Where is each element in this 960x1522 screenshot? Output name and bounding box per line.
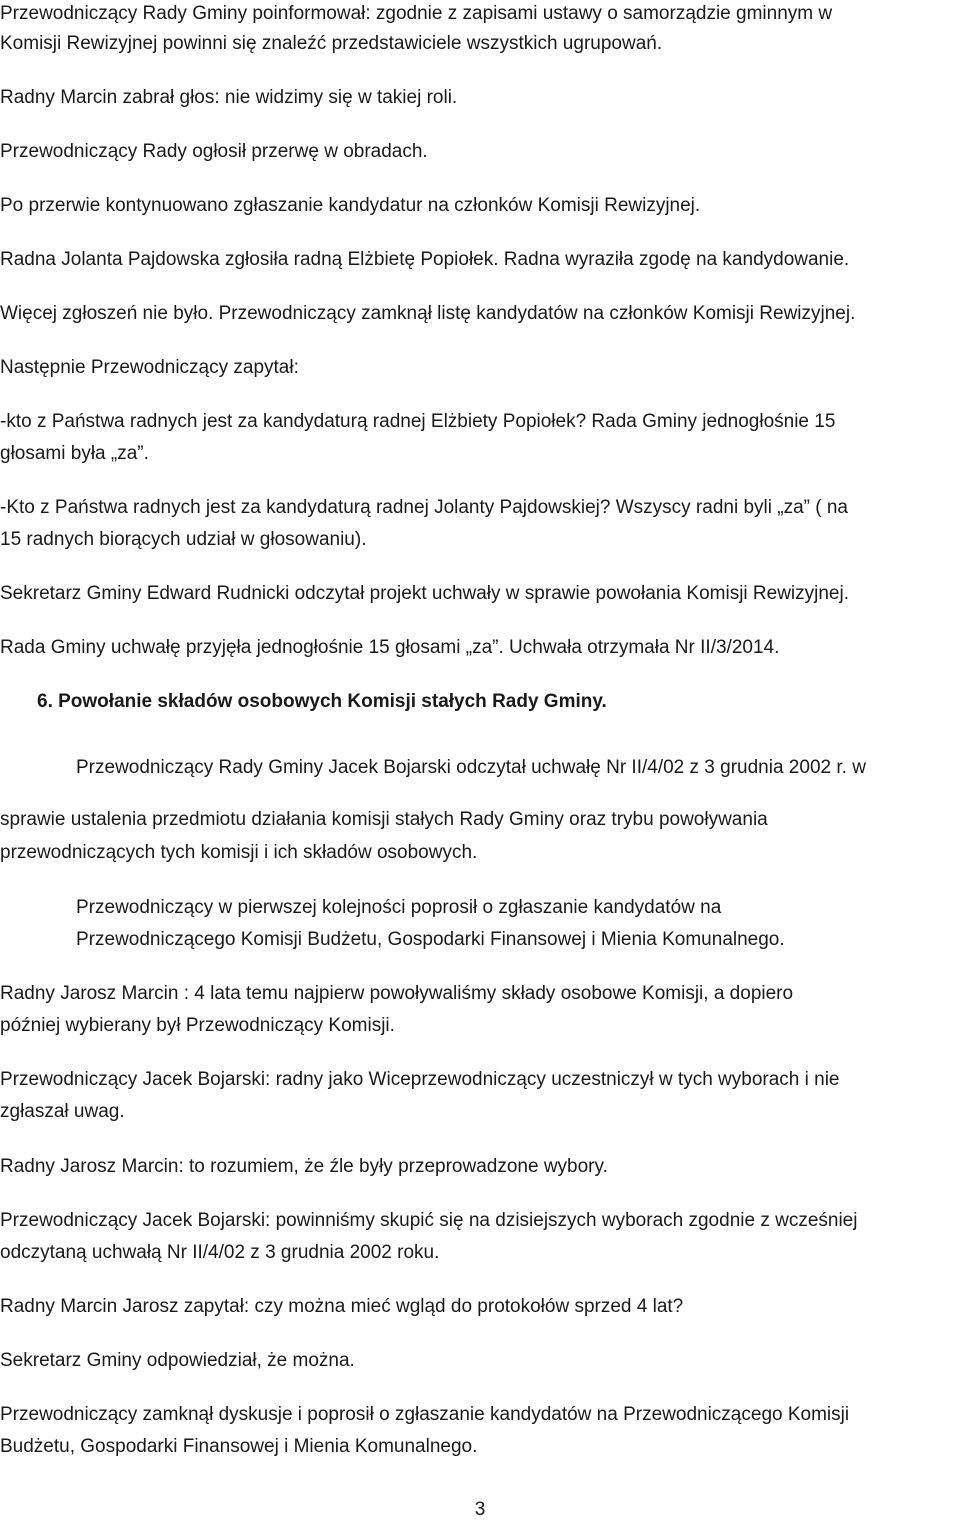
text-line: przewodniczących tych komisji i ich składów osobowych. [0,842,478,863]
text-line: Następnie Przewodniczący zapytał: [0,357,299,378]
text-line: Radny Jarosz Marcin: to rozumiem, że źle były przeprowadzone wybory. [0,1156,608,1177]
text-line: odczytaną uchwałą Nr II/4/02 z 3 grudnia 2002 roku. [0,1242,440,1263]
text-line: sprawie ustalenia przedmiotu działania komisji stałych Rady Gminy oraz trybu powoływania [0,809,768,830]
text-line: później wybierany był Przewodniczący Komisji. [0,1015,395,1036]
text-line: 15 radnych biorących udział w głosowaniu). [0,529,367,550]
page-number: 3 [474,1499,486,1520]
text-line: Przewodniczący zamknął dyskusje i poprosił o zgłaszanie kandydatów na Przewodniczącego Komisji [0,1404,850,1425]
text-line: Przewodniczący Rady Gminy Jacek Bojarski odczytał uchwałę Nr II/4/02 z 3 grudnia 2002 r. w [76,757,866,778]
text-line: Przewodniczący w pierwszej kolejności poprosił o zgłaszanie kandydatów na [76,897,722,918]
text-line: -Kto z Państwa radnych jest za kandydaturą radnej Jolanty Pajdowskiej? Wszyscy radni byli „za” ( na [0,497,848,518]
text-line: Budżetu, Gospodarki Finansowej i Mienia Komunalnego. [0,1436,478,1457]
text-line: Komisji Rewizyjnej powinni się znaleźć przedstawiciele wszystkich ugrupowań. [0,33,663,54]
text-line: Rada Gminy uchwałę przyjęła jednogłośnie 15 głosami „za”. Uchwała otrzymała Nr II/3/2014. [0,637,780,658]
text-line: Radna Jolanta Pajdowska zgłosiła radną Elżbietę Popiołek. Radna wyraziła zgodę na kandydowanie. [0,249,850,270]
text-line: -kto z Państwa radnych jest za kandydaturą radnej Elżbiety Popiołek? Rada Gminy jednogłośnie 15 [0,411,836,432]
text-line: Przewodniczący Rady Gminy poinformował: zgodnie z zapisami ustawy o samorządzie gminnym w [0,3,833,24]
text-line: Przewodniczący Jacek Bojarski: powinniśmy skupić się na dzisiejszych wyborach zgodnie z wcześniej [0,1210,858,1231]
text-line: Przewodniczący Jacek Bojarski: radny jako Wiceprzewodniczący uczestniczył w tych wyborach i nie [0,1069,840,1090]
text-line: głosami była „za”. [0,443,149,464]
text-line: Przewodniczącego Komisji Budżetu, Gospodarki Finansowej i Mienia Komunalnego. [76,929,785,950]
text-line: Radny Jarosz Marcin : 4 lata temu najpierw powoływaliśmy składy osobowe Komisji, a dopiero [0,983,794,1004]
text-line: Sekretarz Gminy Edward Rudnicki odczytał projekt uchwały w sprawie powołania Komisji Rewizyjnej. [0,583,849,604]
text-line: Przewodniczący Rady ogłosił przerwę w obradach. [0,141,428,162]
text-line: Po przerwie kontynuowano zgłaszanie kandydatur na członków Komisji Rewizyjnej. [0,195,701,216]
text-line: Radny Marcin zabrał głos: nie widzimy się w takiej roli. [0,87,458,108]
text-line: Radny Marcin Jarosz zapytał: czy można mieć wgląd do protokołów sprzed 4 lat? [0,1296,684,1317]
text-line: Sekretarz Gminy odpowiedział, że można. [0,1350,355,1371]
text-line: zgłaszał uwag. [0,1101,125,1122]
section-heading: 6. Powołanie składów osobowych Komisji stałych Rady Gminy. [37,691,607,712]
text-line: Więcej zgłoszeń nie było. Przewodniczący zamknął listę kandydatów na członków Komisji Rewizyjnej. [0,303,856,324]
